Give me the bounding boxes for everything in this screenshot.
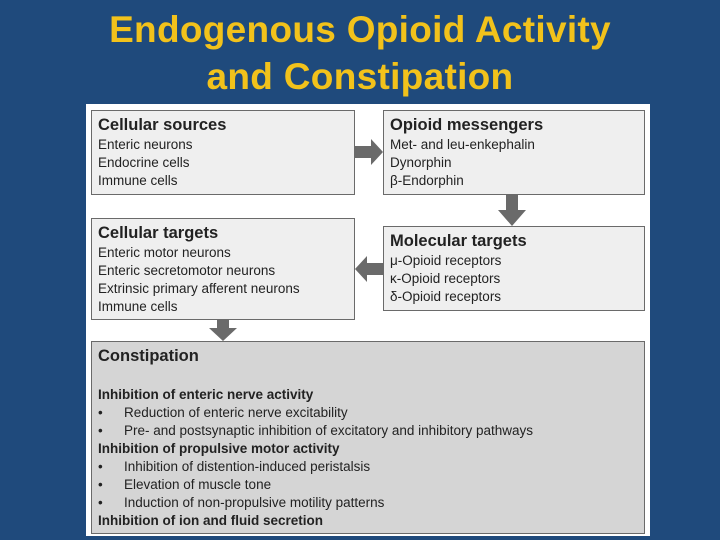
opioid-messenger-item: Dynorphin — [390, 155, 452, 170]
cellular-sources-heading: Cellular sources — [98, 116, 227, 134]
effect-section-title: Inhibition of enteric nerve activity — [98, 387, 314, 402]
arrow-molecular-to-cellular-targets — [355, 256, 383, 282]
bullet-marker: • — [98, 459, 103, 474]
bullet-marker: • — [98, 423, 103, 438]
cellular-source-item: Enteric neurons — [98, 137, 193, 152]
effect-bullet — [98, 494, 638, 512]
cellular-source-item: Immune cells — [98, 173, 178, 188]
cellular-source-item: Endocrine cells — [98, 155, 190, 170]
bullet-marker: • — [98, 405, 103, 420]
arrow-sources-to-messengers — [355, 139, 383, 165]
bullet-marker: • — [98, 477, 103, 492]
effect-bullet — [98, 404, 638, 422]
opioid-messengers-box — [383, 110, 645, 195]
effect-bullet-text: Reduction of enteric nerve excitability — [124, 405, 348, 420]
molecular-target-item: μ-Opioid receptors — [390, 253, 502, 268]
arrow-messengers-to-molecular-targets — [498, 195, 526, 226]
cellular-target-item: Enteric secretomotor neurons — [98, 263, 276, 278]
molecular-targets-box — [383, 226, 645, 311]
opioid-messenger-item: Met- and leu-enkephalin — [390, 137, 535, 152]
effect-bullet — [98, 422, 638, 440]
diagram-panel — [86, 104, 650, 536]
bullet-marker: • — [98, 495, 103, 510]
effect-bullet — [98, 476, 638, 494]
molecular-targets-heading: Molecular targets — [390, 232, 527, 250]
effect-bullet — [98, 458, 638, 476]
effect-bullet-text: Induction of non-propulsive motility patterns — [124, 495, 385, 510]
effect-section-title: Inhibition of ion and fluid secretion — [98, 513, 323, 528]
effect-section-title: Inhibition of propulsive motor activity — [98, 441, 340, 456]
cellular-targets-box — [91, 218, 355, 320]
constipation-heading: Constipation — [98, 347, 199, 365]
opioid-messenger-item: β-Endorphin — [390, 173, 464, 188]
effect-bullet-text: Inhibition of distention-induced peristalsis — [124, 459, 371, 474]
opioid-messengers-heading: Opioid messengers — [390, 116, 544, 134]
arrow-cellular-targets-to-constipation — [209, 320, 237, 341]
cellular-targets-heading: Cellular targets — [98, 224, 219, 242]
slide-title-line-1: Endogenous Opioid Activity — [109, 9, 611, 50]
cellular-target-item: Enteric motor neurons — [98, 245, 231, 260]
constipation-box — [91, 341, 645, 534]
slide-title — [0, 6, 720, 100]
cellular-target-item: Extrinsic primary afferent neurons — [98, 281, 300, 296]
slide-title-line-2: and Constipation — [206, 56, 514, 97]
cellular-sources-box — [91, 110, 355, 195]
molecular-target-item: κ-Opioid receptors — [390, 271, 501, 286]
molecular-target-item: δ-Opioid receptors — [390, 289, 502, 304]
effect-bullet-text: Elevation of muscle tone — [124, 477, 272, 492]
effect-bullet-text: Pre- and postsynaptic inhibition of excitatory and inhibitory pathways — [124, 423, 533, 438]
cellular-target-item: Immune cells — [98, 299, 178, 314]
